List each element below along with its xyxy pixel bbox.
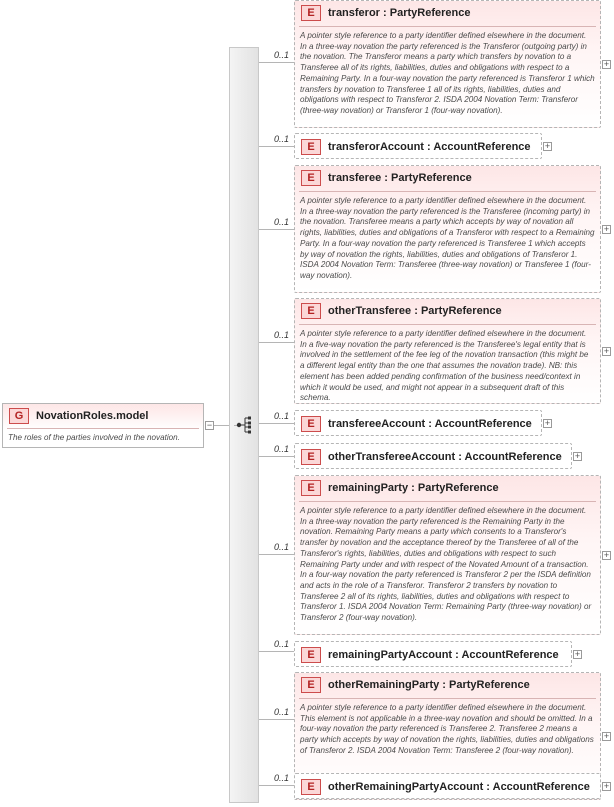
connector-line — [259, 456, 294, 457]
expand-icon[interactable]: + — [603, 731, 610, 741]
element-description: A pointer style reference to a party identifier defined elsewhere in the document. In a three-way novation the party referenced is the Transferor (outgoing party) in the novation. The Transferor means a party which transfers by novation to a Transferee all of its rights, liabilities, duties and obligations with respect to a Remaining Party. In a four-way novation the party referenced is Transferor 1 which transfers by novation to Transferee 1 all of its rights, liabilities, duties and obligations with respect to Transferor 2. ISDA 2004 Novation Term: Transferor (three-way novation) or Transferor 1 (four-way novation). — [300, 31, 595, 115]
type-separator: : — [455, 451, 465, 463]
connector-line — [214, 425, 229, 426]
element-badge: E — [301, 5, 321, 21]
connector-line — [259, 651, 294, 652]
element-type: AccountReference — [464, 451, 562, 463]
element-type: PartyReference — [417, 482, 499, 494]
element-badge: E — [301, 139, 321, 155]
element-type: PartyReference — [389, 7, 471, 19]
element-badge: E — [301, 677, 321, 693]
element-name: transfereeAccount — [328, 418, 426, 430]
element-node-otherTransfereeAccount[interactable] — [294, 443, 572, 469]
type-separator: : — [439, 679, 450, 691]
element-name: remainingParty — [328, 482, 409, 494]
multiplicity-label: 0..1 — [274, 50, 290, 60]
element-node-transferee[interactable] — [294, 165, 601, 293]
expand-icon[interactable]: + — [544, 418, 551, 428]
element-name: otherRemainingPartyAccount — [328, 781, 484, 793]
multiplicity-label: 0..1 — [274, 773, 290, 783]
element-separator — [299, 191, 596, 192]
element-name: transferor — [328, 7, 380, 19]
element-type: AccountReference — [492, 781, 590, 793]
type-separator: : — [408, 482, 418, 494]
element-badge: E — [301, 303, 321, 319]
group-title: NovationRoles.model — [36, 410, 149, 422]
expand-icon[interactable]: + — [603, 550, 610, 560]
element-node-otherRemainingPartyAccount[interactable] — [294, 773, 601, 799]
multiplicity-label: 0..1 — [274, 217, 290, 227]
element-badge: E — [301, 449, 321, 465]
sequence-icon — [236, 414, 254, 436]
element-description: A pointer style reference to a party identifier defined elsewhere in the document. In a five-way novation the party referenced is the Transferee's legal entity that is involved in the settlement of the fee leg of the novation transaction (this might be a different legal entity than the one that assumes the novation trade). NB: this element has been added pending confirmation of the business need/context in which it would be used, and might not appear in a subsequent draft of this schema. — [300, 329, 589, 403]
element-separator — [299, 324, 596, 325]
group-badge: G — [9, 408, 29, 424]
multiplicity-label: 0..1 — [274, 134, 290, 144]
element-node-transferor[interactable] — [294, 0, 601, 128]
element-type: PartyReference — [449, 679, 530, 691]
multiplicity-label: 0..1 — [274, 639, 290, 649]
element-name: otherTransfereeAccount — [328, 451, 456, 463]
element-type: AccountReference — [434, 418, 532, 430]
connector-line — [259, 554, 294, 555]
connector-line — [259, 62, 294, 63]
element-badge: E — [301, 480, 321, 496]
connector-line — [259, 342, 294, 343]
element-badge: E — [301, 779, 321, 795]
element-separator — [299, 26, 596, 27]
multiplicity-label: 0..1 — [274, 330, 290, 340]
element-type: AccountReference — [461, 649, 559, 661]
element-name: transferorAccount — [328, 141, 424, 153]
connector-line — [259, 229, 294, 230]
group-separator — [7, 428, 199, 429]
type-separator: : — [423, 141, 434, 153]
element-type: PartyReference — [420, 305, 502, 317]
element-type: AccountReference — [433, 141, 531, 153]
element-name: remainingPartyAccount — [328, 649, 453, 661]
multiplicity-label: 0..1 — [274, 444, 290, 454]
expand-icon[interactable]: + — [603, 781, 610, 791]
expand-icon[interactable]: + — [603, 346, 610, 356]
element-node-remainingParty[interactable] — [294, 475, 601, 635]
element-name: otherRemainingParty — [328, 679, 440, 691]
type-separator: : — [379, 7, 390, 19]
element-type: PartyReference — [390, 172, 472, 184]
connector-line — [259, 146, 294, 147]
element-name: otherTransferee — [328, 305, 412, 317]
element-description: A pointer style reference to a party identifier defined elsewhere in the document. This element is not applicable in a three-way novation and should be omitted. In a four-way novation the party referenced is Transferee 2. Transferee 2 means a party which accepts by way of novation the rights, liabilities, duties and obligations of Transferor 2. ISDA 2004 Novation Term: Transferee 2 (four-way novation). — [300, 703, 594, 755]
element-separator — [299, 698, 596, 699]
type-separator: : — [483, 781, 493, 793]
element-node-remainingPartyAccount[interactable] — [294, 641, 572, 667]
element-node-otherTransferee[interactable] — [294, 298, 601, 404]
type-separator: : — [411, 305, 421, 317]
multiplicity-label: 0..1 — [274, 542, 290, 552]
expand-icon[interactable]: + — [603, 59, 610, 69]
group-node-novation-roles[interactable] — [2, 403, 204, 448]
element-node-transferorAccount[interactable] — [294, 133, 542, 159]
element-badge: E — [301, 647, 321, 663]
expand-icon[interactable]: + — [574, 649, 581, 659]
type-separator: : — [452, 649, 462, 661]
connector-line — [259, 423, 294, 424]
element-node-transfereeAccount[interactable] — [294, 410, 542, 436]
element-badge: E — [301, 416, 321, 432]
type-separator: : — [425, 418, 435, 430]
element-separator — [299, 501, 596, 502]
expand-icon[interactable]: + — [603, 224, 610, 234]
element-name: transferee — [328, 172, 382, 184]
expand-icon[interactable]: + — [544, 141, 551, 151]
element-badge: E — [301, 170, 321, 186]
connector-line — [259, 719, 294, 720]
collapse-icon[interactable]: − — [206, 420, 213, 430]
group-description: The roles of the parties involved in the novation. — [8, 433, 180, 442]
element-description: A pointer style reference to a party identifier defined elsewhere in the document. In a three-way novation the party referenced is the Remaining Party in the novation. Remaining Party means a party which consents to a Transferor's transfer by novation and the acceptance thereof by the Transferee of all of the Transferor's rights, liabilities, duties and obligations with respect to such Remaining Party under and with respect of the Novated Amount of a transaction. In a four-way novation the party referenced is Transferor 2 per the ISDA definition and acts in the role of a Transferor. Transferor 2 transfers by novation to Transferee 2 all of its rights, liabilities, duties and obligations with respect to Transferor 1. ISDA 2004 Novation Term: Remaining Party (three-way novation) or Transferor 2 (four-way novation). — [300, 506, 592, 623]
type-separator: : — [381, 172, 391, 184]
element-description: A pointer style reference to a party identifier defined elsewhere in the document. In a three-way novation the party referenced is the Transferee (incoming party) in the novation. Transferee means a party which accepts by way of novation all rights, liabilities, duties and obligations of a Transferor with respect to a Remaining Party. In a four-way novation the party referenced is Transferee 1 which accepts by way of novation the rights, liabilities, duties and obligations of Transferor 1. ISDA 2004 Novation Term: Transferee (three-way novation) or Transferee 1 (four-way novation). — [300, 196, 595, 280]
multiplicity-label: 0..1 — [274, 707, 290, 717]
expand-icon[interactable]: + — [574, 451, 581, 461]
connector-line — [259, 785, 294, 786]
multiplicity-label: 0..1 — [274, 411, 290, 421]
